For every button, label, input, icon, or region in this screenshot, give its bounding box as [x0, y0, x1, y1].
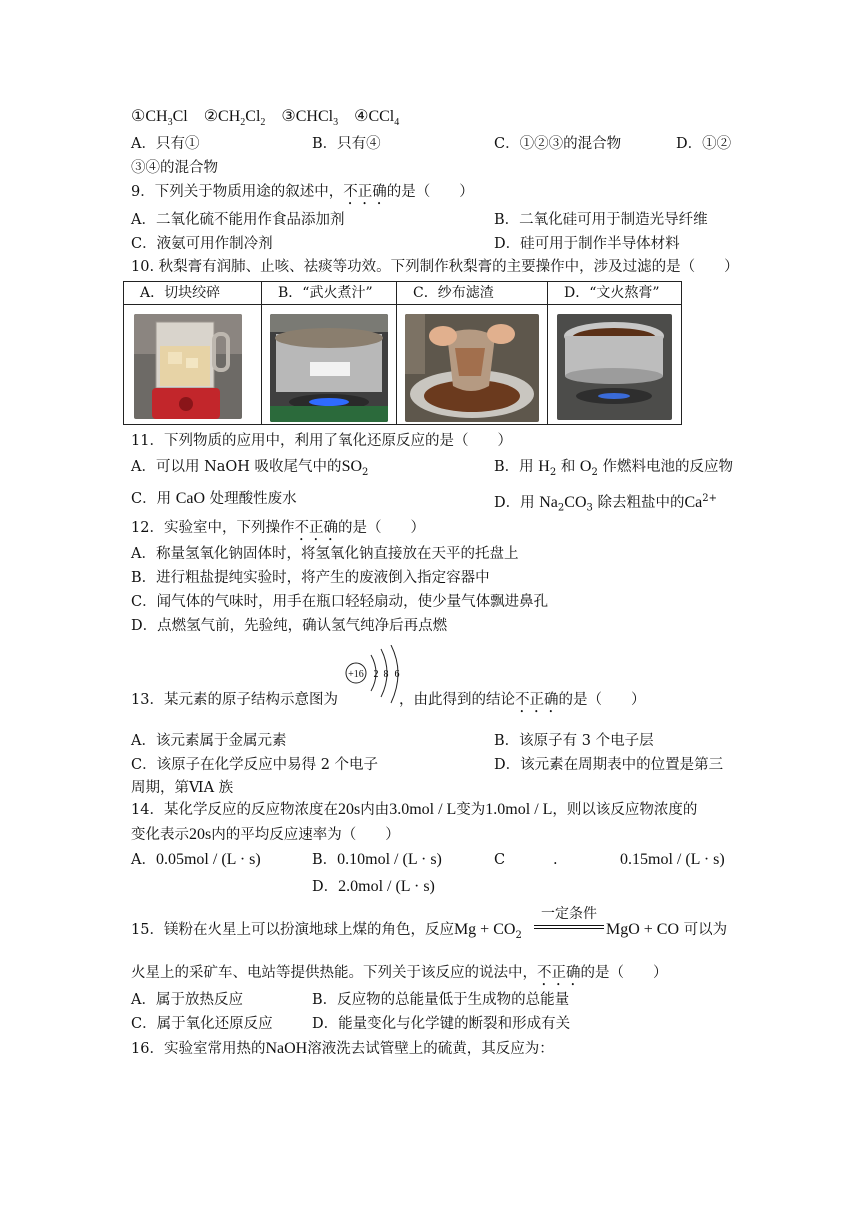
q15-stem-right: MgO + CO 可以为 — [606, 921, 728, 938]
q10-stem: 10. 秋梨膏有润肺、止咳、祛痰等功效。下列制作秋梨膏的主要操作中，涉及过滤的是（ ） — [131, 259, 739, 275]
blender-photo — [134, 314, 242, 419]
q13-option-b: B．该原子有 3 个电子层 — [494, 733, 654, 749]
q10-image-cell-c — [397, 305, 548, 425]
q13-stem: 13．某元素的原子结构示意图为 — [131, 692, 338, 708]
q15-stem: 15．镁粉在火星上可以扮演地球上煤的角色，反应$Mg + CO_2$ — [131, 921, 522, 941]
q16-stem: 16．实验室常用热的NaOH溶液洗去试管壁上的硫黄，其反应为： — [131, 1040, 554, 1057]
q12-stem: 12．实验室中，下列操作不正确的是（ ） — [131, 520, 425, 536]
q10-image-cell-b — [262, 305, 397, 425]
q12-option-d: D．点燃氢气前，先验纯，确认氢气纯净后再点燃 — [131, 618, 448, 634]
q10-image-cell-d — [548, 305, 682, 425]
q10-image-cell-a — [124, 305, 262, 425]
q13-option-c: C．该原子在化学反应中易得 2 个电子 — [131, 757, 379, 773]
boiling-pot-photo — [270, 314, 388, 422]
shell-1-count: 2 — [373, 669, 379, 680]
q11-stem: 11．下列物质的应用中，利用了氧化还原反应的是（ ） — [131, 433, 512, 449]
q9-option-d: D．硅可用于制作半导体材料 — [494, 236, 680, 252]
q14-option-c-dot: . — [553, 852, 558, 868]
q8-option-d: D．①② — [676, 136, 732, 152]
q13-option-d: D．该元素在周期表中的位置是第三 — [494, 757, 724, 773]
shell-2-count: 8 — [383, 669, 389, 680]
q10-header-a: A．切块绞碎 — [124, 282, 262, 305]
q12-option-a: A．称量氢氧化钠固体时，将氢氧化钠直接放在天平的托盘上 — [131, 546, 519, 562]
q8-formulas: $①CH_3Cl$ $②CH_2Cl_2$ ③CHCl$_3$ ④CCl$_4$ — [131, 108, 400, 129]
q14-option-a: A．0.05mol / (L · s) — [131, 851, 261, 868]
q10-header-d: D．“文火熬膏” — [548, 282, 682, 305]
q13-stem-cont: ，由此得到的结论不正确的是（ ） — [399, 692, 646, 708]
q11-option-c: C．用 CaO 处理酸性废水 — [131, 490, 297, 507]
q14-option-d: D．2.0mol / (L · s) — [312, 878, 435, 895]
q11-option-d: D．用 $Na_2CO_3$ 除去粗盐中的$Ca^{2+}$ — [494, 493, 718, 514]
q13-option-d-cont: 周期，第ⅥA 族 — [131, 780, 234, 796]
gauze-filtering-photo — [405, 314, 539, 422]
nucleus-label: +16 — [348, 669, 364, 680]
q15-option-d: D．能量变化与化学键的断裂和形成有关 — [312, 1016, 571, 1032]
q10-header-b: B．“武火煮汁” — [262, 282, 397, 305]
simmering-pot-photo — [557, 314, 672, 420]
q8-option-a: A．只有① — [131, 136, 200, 152]
q15-option-b: B．反应物的总能量低于生成物的总能量 — [312, 992, 570, 1008]
q11-option-b: B．用 $H_2$ 和 $O_2$ 作燃料电池的反应物 — [494, 458, 733, 478]
q15-option-a: A．属于放热反应 — [131, 992, 243, 1008]
q9-option-b: B．二氧化硅可用于制造光导纤维 — [494, 212, 708, 228]
q9-option-c: C．液氨可用作制冷剂 — [131, 236, 273, 252]
shell-3-count: 6 — [394, 669, 400, 680]
q10-header-c: C．纱布滤渣 — [397, 282, 548, 305]
q12-option-b: B．进行粗盐提纯实验时，将产生的废液倒入指定容器中 — [131, 570, 490, 586]
q14-option-c-label: C — [494, 852, 506, 868]
q12-option-c: C．闻气体的气味时，用手在瓶口轻轻扇动，使少量气体飘进鼻孔 — [131, 594, 549, 610]
q14-option-b: B．0.10mol / (L · s) — [312, 851, 442, 868]
q15-stem-line2: 火星上的采矿车、电站等提供热能。下列关于该反应的说法中，不正确的是（ ） — [131, 965, 668, 981]
q14-stem-line1: 14．某化学反应的反应物浓度在20s内由3.0mol / L变为1.0mol / L，则以该反应物浓度的 — [131, 801, 698, 818]
q13-option-a: A．该元素属于金属元素 — [131, 733, 287, 749]
q11-option-a: A．可以用 NaOH 吸收尾气中的$SO_2$ — [131, 458, 369, 478]
q15-reaction-condition: 一定条件 — [534, 903, 604, 929]
q15-option-c: C．属于氧化还原反应 — [131, 1016, 273, 1032]
q14-option-c: 0.15mol / (L · s) — [620, 851, 725, 868]
q8-option-d-cont: ③④的混合物 — [131, 160, 218, 176]
q14-stem-line2: 变化表示20s内的平均反应速率为（ ） — [131, 826, 400, 843]
q9-stem: 9．下列关于物质用途的叙述中，不正确的是（ ） — [131, 184, 474, 200]
q8-option-b: B．只有④ — [312, 136, 381, 152]
q8-option-c: C．①②③的混合物 — [494, 136, 622, 152]
q9-option-a: A．二氧化硫不能用作食品添加剂 — [131, 212, 345, 228]
q10-table — [123, 281, 682, 425]
